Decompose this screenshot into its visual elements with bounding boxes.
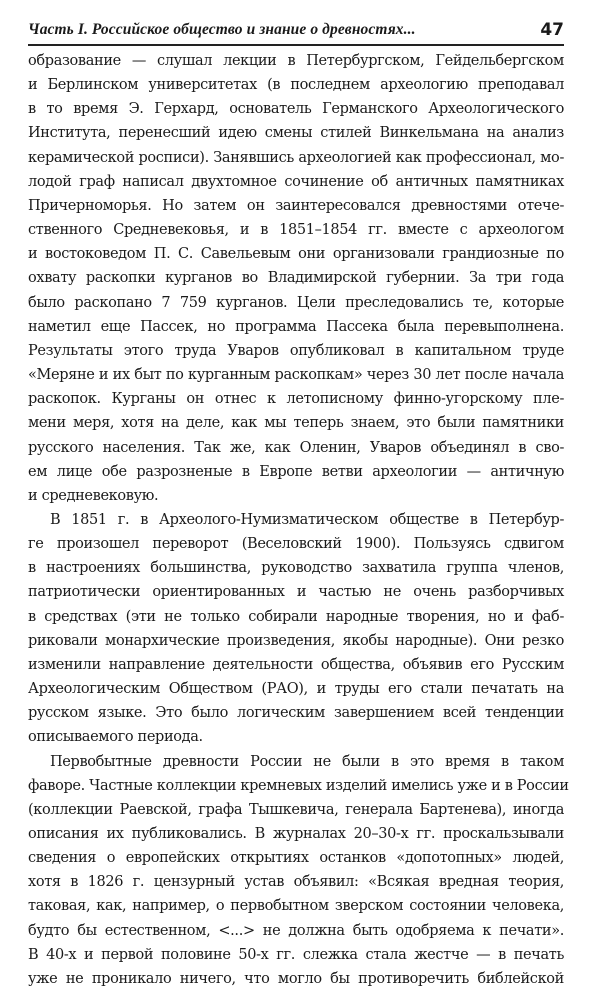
text-line: фаворе. Частные коллекции кремневых изделий имелись уже и в России xyxy=(28,777,569,794)
text-line: патриотически ориентированных и частью не очень разборчивых xyxy=(28,584,564,601)
text-line: хотя в 1826 г. цензурный устав объявил: «Всякая вредная теория, xyxy=(28,874,564,891)
text-line: ге произошел переворот (Веселовский 1900). Пользуясь сдвигом xyxy=(28,536,564,553)
text-line: наметил еще Пассек, но программа Пассека была перевыполнена. xyxy=(28,318,564,335)
paragraph xyxy=(28,49,564,508)
text-line: в средствах (эти не только собирали народные творения, но и фаб- xyxy=(28,608,564,625)
paragraph xyxy=(28,508,564,750)
paragraph xyxy=(28,750,569,991)
page-number: 47 xyxy=(540,20,564,40)
text-line: уже не проникало ничего, что могло бы противоречить библейской xyxy=(28,970,564,987)
text-line: Результаты этого труда Уваров опубликовал в капитальном труде xyxy=(28,342,564,359)
text-line: Причерноморья. Но затем он заинтересовался древностями отече- xyxy=(28,197,564,214)
text-line: мени меря, хотя на деле, как мы теперь знаем, это были памятники xyxy=(28,415,564,432)
text-line: русского населения. Так же, как Оленин, Уваров объединял в сво- xyxy=(28,439,564,456)
text-line: лодой граф написал двухтомное сочинение об античных памятниках xyxy=(28,173,564,190)
text-line: и востоковедом П. С. Савельевым они организовали грандиозные по xyxy=(28,246,564,263)
text-line: В 1851 г. в Археолого-Нумизматическом обществе в Петербур- xyxy=(50,511,564,528)
text-line: ственного Средневековья, и в 1851–1854 гг. вместе с археологом xyxy=(28,222,564,239)
body-text xyxy=(28,49,569,991)
text-line: раскопок. Курганы он отнес к летописному финно-угорскому пле- xyxy=(28,391,564,408)
text-line: изменили направление деятельности общества, объявив его Русским xyxy=(28,656,564,673)
text-line: сведения о европейских открытиях останков «допотопных» людей, xyxy=(28,850,564,867)
running-title: Часть I. Российское общество и знание о древностях... xyxy=(28,21,416,38)
text-line: ем лице обе разрозненые в Европе ветви археологии — античную xyxy=(28,463,564,480)
text-line: «Меряне и их быт по курганным раскопкам» через 30 лет после начала xyxy=(28,367,564,384)
page-header xyxy=(28,16,564,44)
text-line: (коллекции Раевской, графа Тышкевича, генерала Бартенева), иногда xyxy=(28,801,564,818)
text-line: Первобытные древности России не были в это время в таком xyxy=(50,753,564,770)
text-line: русском языке. Это было логическим завершением всей тенденции xyxy=(28,705,564,722)
text-line: описываемого периода. xyxy=(28,729,203,746)
text-line: Археологическим Обществом (РАО), и труды его стали печатать на xyxy=(28,681,564,698)
text-line: в настроениях большинства, руководство захватила группа членов, xyxy=(28,560,564,577)
text-line: риковали монархические произведения, якобы народные). Они резко xyxy=(28,632,564,649)
text-line: и Берлинском университетах (в последнем археологию преподавал xyxy=(28,77,564,94)
text-line: будто бы естественном, <...> не должна быть одобряема к печати». xyxy=(28,922,564,939)
text-line: и средневековую. xyxy=(28,487,159,504)
header-rule xyxy=(28,44,564,46)
text-line: образование — слушал лекции в Петербургском, Гейдельбергском xyxy=(28,53,564,69)
text-line: охвату раскопки курганов во Владимирской губернии. За три года xyxy=(28,270,564,287)
text-line: Института, перенесший идею смены стилей Винкельмана на анализ xyxy=(28,125,564,142)
text-line: в то время Э. Герхард, основатель Германского Археологического xyxy=(28,101,564,118)
text-line: описания их публиковались. В журналах 20–30-х гг. проскальзывали xyxy=(28,826,564,842)
text-line: В 40-х и первой половине 50-х гг. слежка стала жестче — в печать xyxy=(28,946,564,963)
text-line: таковая, как, например, о первобытном зверском состоянии человека, xyxy=(28,898,564,915)
text-line: было раскопано 7 759 курганов. Цели преследовались те, которые xyxy=(28,294,564,311)
text-line: керамической росписи). Занявшись археологией как профессионал, мо- xyxy=(28,149,564,166)
